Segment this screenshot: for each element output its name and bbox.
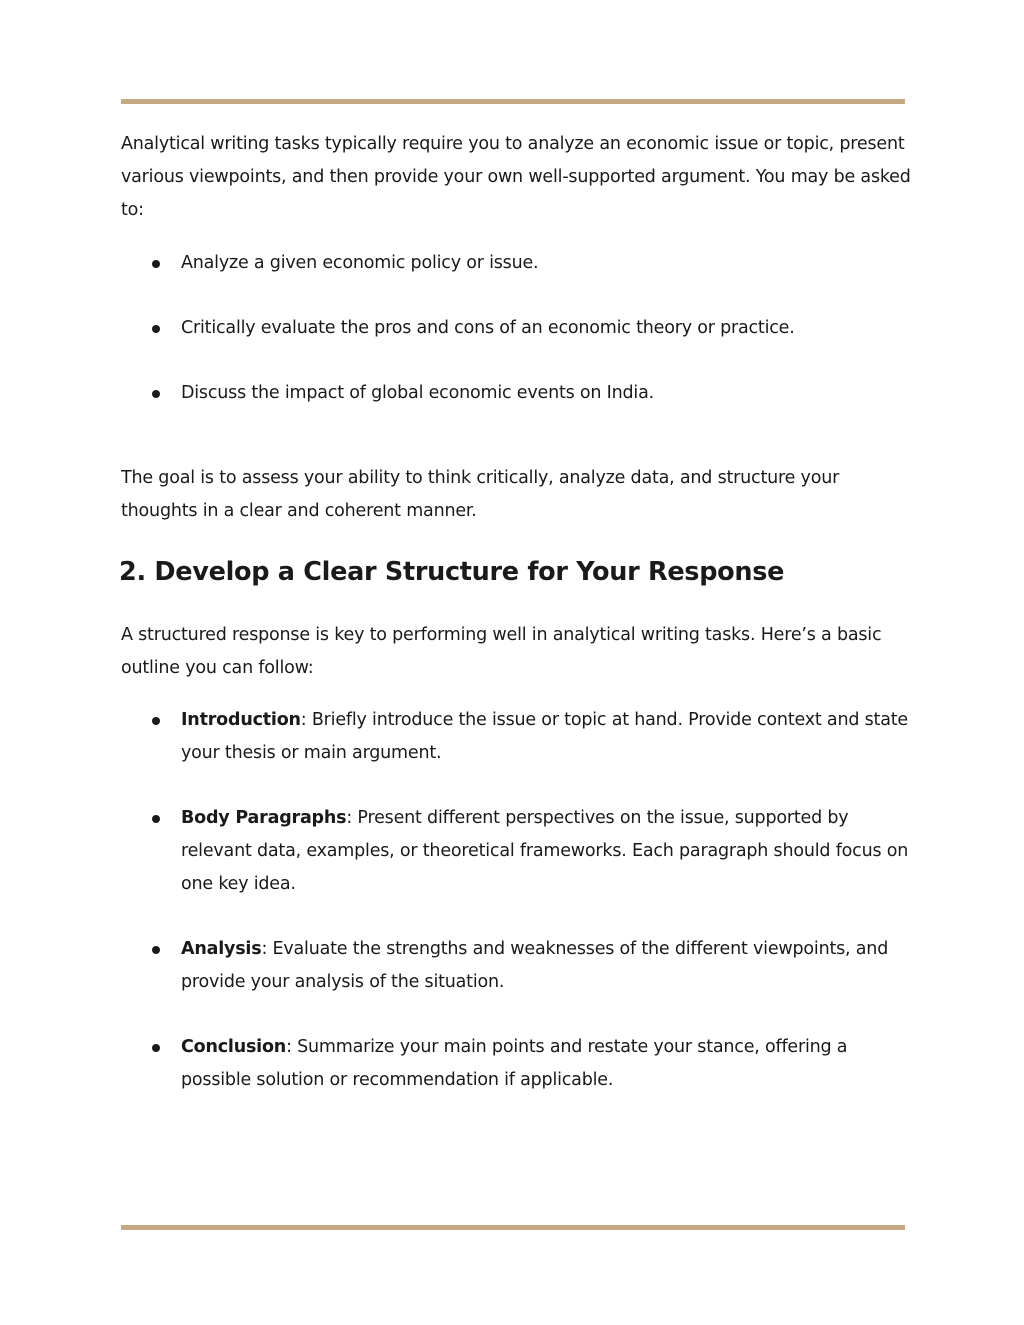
list-item	[121, 247, 911, 280]
structure-paragraph: A structured response is key to performing well in analytical writing tasks. Here’s a basic outline you can follow:	[121, 625, 882, 678]
bullet-icon	[152, 1044, 160, 1052]
list-item-text: : Present different perspectives on the issue, supported by relevant data, examples, or theoretical frameworks. Each paragraph should focus on one key idea.	[181, 808, 909, 894]
bottom-divider	[121, 1225, 905, 1230]
list-item	[121, 312, 911, 345]
list-item	[121, 704, 911, 770]
bullet-icon	[152, 390, 160, 398]
list-item-term: Conclusion	[181, 1037, 287, 1057]
list-item-term: Body Paragraphs	[181, 808, 347, 828]
top-divider	[121, 99, 905, 104]
bullet-icon	[152, 325, 160, 333]
intro-paragraph: Analytical writing tasks typically require you to analyze an economic issue or topic, present various viewpoints, and then provide your own well-supported argument. You may be asked to:	[121, 134, 911, 220]
list-item-term: Analysis	[181, 939, 262, 959]
list-item-text: : Briefly introduce the issue or topic at hand. Provide context and state your thesis or main argument.	[181, 710, 908, 763]
list-item-text: : Evaluate the strengths and weaknesses of the different viewpoints, and provide your analysis of the situation.	[181, 939, 889, 992]
outline-list	[121, 704, 911, 1129]
bullet-icon	[152, 717, 160, 725]
section-heading: 2. Develop a Clear Structure for Your Response	[119, 557, 785, 587]
list-item	[121, 377, 911, 410]
goal-paragraph: The goal is to assess your ability to think critically, analyze data, and structure your thoughts in a clear and coherent manner.	[121, 468, 840, 521]
bullet-icon	[152, 815, 160, 823]
list-item	[121, 802, 911, 901]
bullet-icon	[152, 260, 160, 268]
list-item	[121, 933, 911, 999]
task-list	[121, 247, 911, 442]
list-item-text: Critically evaluate the pros and cons of an economic theory or practice.	[181, 318, 795, 338]
list-item	[121, 1031, 911, 1097]
list-item-text: Analyze a given economic policy or issue.	[181, 253, 539, 273]
list-item-text: Discuss the impact of global economic events on India.	[181, 383, 654, 403]
list-item-term: Introduction	[181, 710, 301, 730]
bullet-icon	[152, 946, 160, 954]
list-item-text: : Summarize your main points and restate your stance, offering a possible solution or recommendation if applicable.	[181, 1037, 848, 1090]
